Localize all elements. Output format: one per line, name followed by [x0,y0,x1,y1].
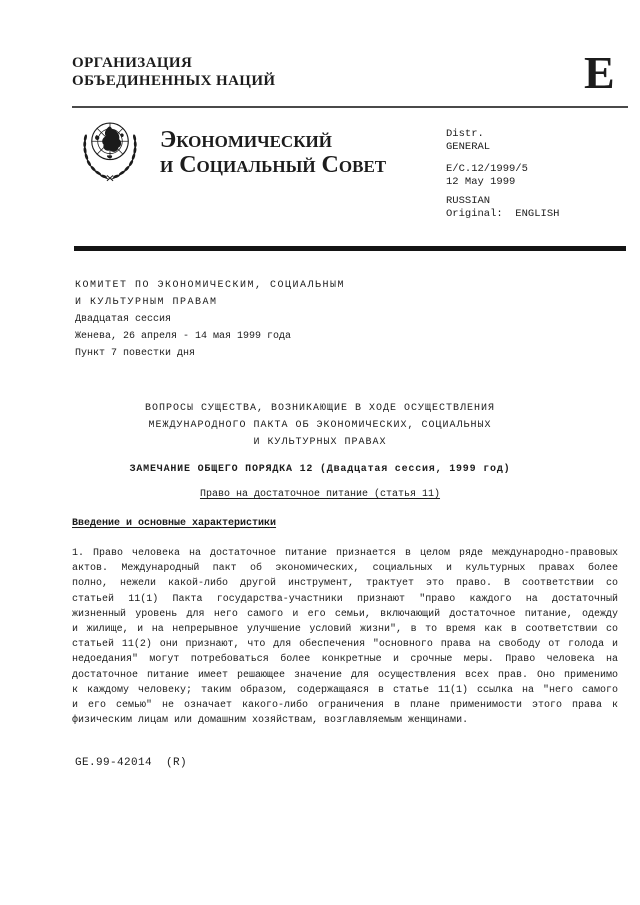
paragraph-line: и его семью" не означает какого-либо ограничения в плане применимости этого права к [72,700,618,712]
general-comment-heading: ЗАМЕЧАНИЕ ОБЩЕГО ПОРЯДКА 12 (Двадцатая сессия, 1999 год) [129,464,511,475]
document-subtitle [0,489,640,500]
org-name-line2: ОБЪЕДИНЕННЫХ НАЦИЙ [72,73,276,89]
paragraph-line: физическим лицам или домашним хозяйствам, возглавляемым женщинами. [72,715,469,727]
masthead-bottom-bar [74,246,626,251]
paragraph-line: актов. Международный пакт об экономических, социальных и культурных правах более [72,563,618,575]
document-title [0,400,640,451]
header-divider-line [72,106,628,108]
title-line2: МЕЖДУНАРОДНОГО ПАКТА ОБ ЭКОНОМИЧЕСКИХ, СОЦИАЛЬНЫХ [148,420,492,431]
paragraph-line: полно, нежели какой-либо другой инструмент, трактует это право. В соответствии со [72,578,618,590]
intro-heading-text: Введение и основные характеристики [72,518,277,529]
document-date: 12 May 1999 [446,176,516,188]
document-series-letter: E [584,47,615,98]
session-label: Двадцатая сессия [75,314,172,325]
title-line1: ВОПРОСЫ СУЩЕСТВА, ВОЗНИКАЮЩИЕ В ХОДЕ ОСУЩЕСТВЛЕНИЯ [144,403,496,414]
title-line3: И КУЛЬТУРНЫХ ПРАВАХ [253,437,387,448]
council-name [160,128,386,178]
paragraph-line: 1. Право человека на достаточное питание признается в целом ряде международно-правовых [72,548,618,559]
document-reference-footer: GE.99-42014 (R) [75,757,188,769]
committee-name-line1: КОМИТЕТ ПО ЭКОНОМИЧЕСКИМ, СОЦИАЛЬНЫМ [75,280,346,291]
paragraph-line: и жилище, и на непрерывное улучшение условий жизни", в то время как в соответствии со [72,624,618,636]
document-language: RUSSIAN [446,195,491,207]
agenda-item: Пункт 7 повестки дня [75,348,196,359]
document-symbol: E/C.12/1999/5 [446,163,528,175]
council-name-line2: и Социальный Совет [160,152,387,178]
paragraph-line: недоедания" могут потребоваться более конкретные и срочные меры. Право человека на [72,654,618,666]
paragraph-line: статьей 11(2) они признают, что для обеспечения "основного права на свободу от голода и [72,639,618,651]
un-org-name [72,54,276,90]
original-language: Original: ENGLISH [446,208,560,220]
united-nations-emblem-icon [74,116,146,187]
distribution-block [446,128,559,221]
distr-value: GENERAL [446,141,491,153]
intro-section-heading [72,518,276,529]
venue-dates: Женева, 26 апреля - 14 мая 1999 года [75,331,292,342]
committee-name-line2: И КУЛЬТУРНЫМ ПРАВАМ [75,297,218,308]
council-name-line1: Экономический [160,127,332,153]
subtitle-text: Право на достаточное питание (статья 11) [199,489,441,500]
paragraph-line: достаточное питание имеет решающее значение для осуществления всех прав. Оно применимо [72,669,618,681]
paragraph-1 [72,546,618,728]
paragraph-line: к каждому человеку; таким образом, содержащаяся в статье 11(1) ссылка на "него самого [72,684,618,696]
paragraph-line: статьей 11(1) Пакта государства-участники признают "право каждого на достаточный [72,593,618,605]
committee-block [75,277,345,362]
distr-label: Distr. [446,128,484,140]
org-name-line1: ОРГАНИЗАЦИЯ [72,55,193,71]
paragraph-line: жизненный уровень для него самого и его семьи, включающий достаточное питание, одежду [72,608,618,620]
